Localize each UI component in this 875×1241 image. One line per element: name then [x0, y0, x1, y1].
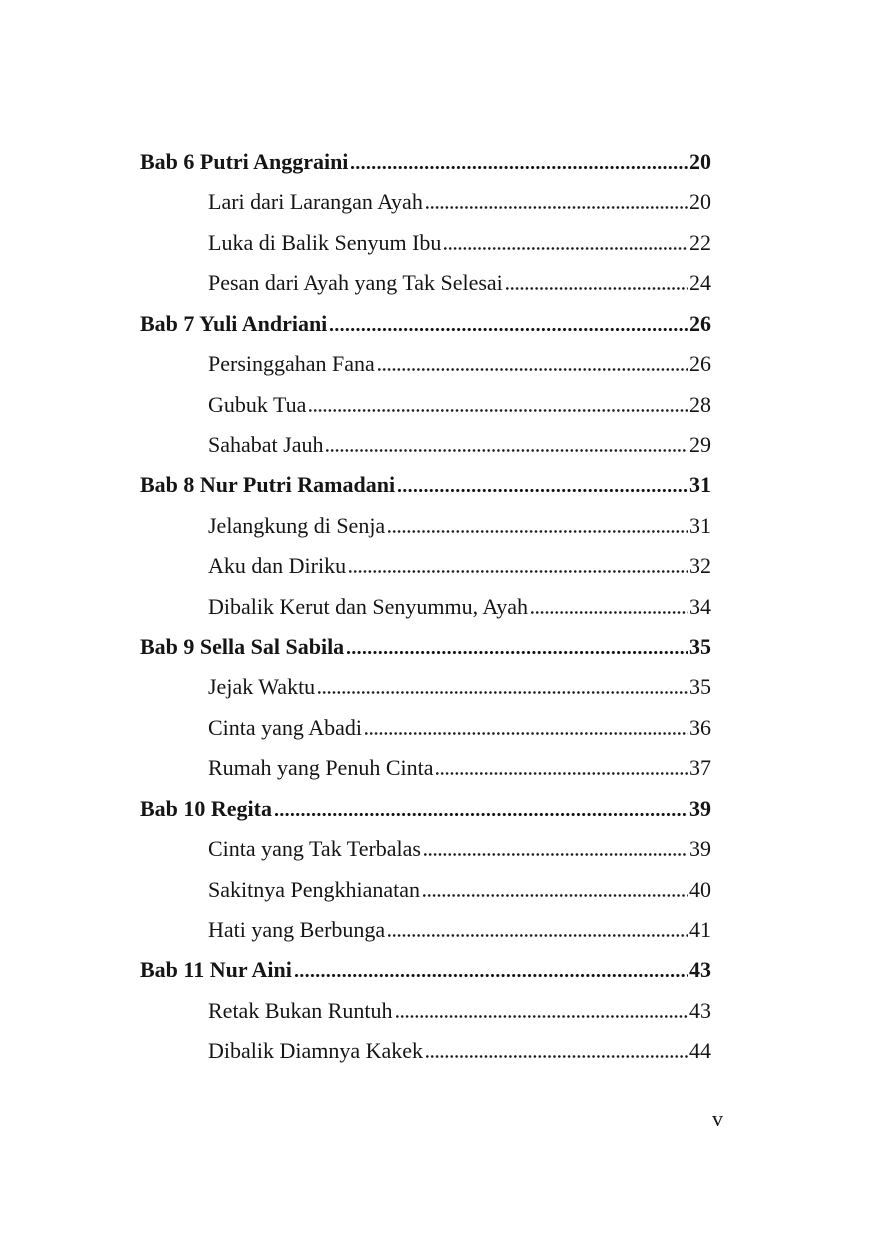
toc-entry-chapter [140, 627, 711, 667]
toc-entry-page-number: 20 [689, 149, 711, 174]
dot-leader [531, 611, 688, 614]
toc-entry-chapter [140, 465, 711, 505]
toc-entry-title: Bab 8 Nur Putri Ramadani [140, 472, 396, 498]
toc-entry-section [140, 223, 711, 263]
dot-leader [349, 570, 688, 573]
toc-entry-section [140, 870, 711, 910]
toc-entry-title: Bab 6 Putri Anggraini [140, 149, 349, 174]
toc-entry-chapter [140, 950, 711, 990]
toc-entry-title: Dibalik Kerut dan Senyummu, Ayah [208, 593, 528, 619]
toc-entry-section [140, 910, 711, 950]
toc-entry-section [140, 546, 711, 586]
toc-entry-page-number: 44 [689, 1038, 711, 1064]
dot-leader [424, 853, 688, 856]
dot-leader [326, 449, 688, 452]
toc-entry-title: Jelangkung di Senja [208, 512, 386, 538]
toc-entry-page-number: 39 [689, 836, 711, 862]
toc-list [140, 142, 711, 1072]
toc-entry-chapter [140, 304, 711, 344]
toc-entry-page-number: 29 [689, 431, 711, 457]
dot-leader [295, 974, 688, 977]
dot-leader [351, 166, 688, 169]
toc-entry-title: Lari dari Larangan Ayah [208, 189, 423, 215]
dot-leader [318, 691, 688, 694]
toc-entry-page-number: 24 [689, 270, 711, 296]
dot-leader [436, 772, 688, 775]
dot-leader [309, 409, 688, 412]
toc-entry-page-number: 34 [689, 593, 711, 619]
toc-entry-chapter [140, 789, 711, 829]
toc-entry-title: Bab 11 Nur Aini [140, 957, 292, 983]
toc-entry-section [140, 829, 711, 869]
toc-entry-section [140, 1031, 711, 1071]
toc-entry-title: Pesan dari Ayah yang Tak Selesai [208, 270, 503, 296]
toc-entry-section [140, 182, 711, 222]
dot-leader [275, 813, 688, 816]
toc-entry-title: Jejak Waktu [208, 674, 316, 700]
toc-entry-page-number: 35 [689, 674, 711, 700]
toc-entry-title: Cinta yang Tak Terbalas [208, 836, 421, 862]
dot-leader [396, 1015, 688, 1018]
toc-entry-page-number: 31 [689, 512, 711, 538]
toc-entry-title: Bab 10 Regita [140, 795, 272, 821]
toc-entry-section [140, 506, 711, 546]
toc-entry-title: Rumah yang Penuh Cinta [208, 755, 434, 781]
toc-entry-page-number: 41 [689, 917, 711, 943]
toc-entry-title: Sahabat Jauh [208, 431, 324, 457]
dot-leader [398, 489, 688, 492]
toc-entry-section [140, 708, 711, 748]
toc-entry-page-number: 36 [689, 714, 711, 740]
toc-entry-title: Sakitnya Pengkhianatan [208, 876, 421, 902]
toc-entry-section [140, 991, 711, 1031]
toc-entry-title: Gubuk Tua [208, 391, 307, 417]
toc-entry-page-number: 26 [689, 310, 711, 336]
toc-entry-page-number: 31 [689, 472, 711, 498]
toc-entry-page-number: 26 [689, 351, 711, 377]
toc-entry-title: Cinta yang Abadi [208, 714, 362, 740]
toc-entry-page-number: 32 [689, 553, 711, 579]
toc-entry-page-number: 37 [689, 755, 711, 781]
toc-entry-section [140, 748, 711, 788]
toc-entry-section [140, 667, 711, 707]
toc-entry-section [140, 587, 711, 627]
dot-leader [444, 247, 688, 250]
dot-leader [365, 732, 688, 735]
dot-leader [423, 894, 688, 897]
toc-entry-section [140, 425, 711, 465]
toc-entry-title: Hati yang Berbunga [208, 917, 386, 943]
page-number: v [712, 1106, 723, 1131]
dot-leader [330, 328, 688, 331]
dot-leader [388, 934, 688, 937]
dot-leader [347, 651, 688, 654]
toc-entry-title: Bab 7 Yuli Andriani [140, 310, 328, 336]
toc-entry-page-number: 40 [689, 876, 711, 902]
toc-entry-title: Retak Bukan Runtuh [208, 997, 393, 1023]
dot-leader [378, 368, 688, 371]
toc-entry-page-number: 39 [689, 795, 711, 821]
toc-entry-section [140, 263, 711, 303]
toc-entry-section [140, 385, 711, 425]
dot-leader [388, 530, 688, 533]
dot-leader [506, 287, 688, 290]
toc-entry-page-number: 43 [689, 997, 711, 1023]
toc-entry-title: Luka di Balik Senyum Ibu [208, 229, 442, 255]
toc-entry-page-number: 22 [689, 229, 711, 255]
toc-entry-page-number: 35 [689, 634, 711, 660]
toc-entry-chapter [140, 142, 711, 182]
toc-entry-page-number: 43 [689, 957, 711, 983]
dot-leader [426, 1055, 688, 1058]
toc-entry-title: Bab 9 Sella Sal Sabila [140, 634, 345, 660]
toc-entry-page-number: 28 [689, 391, 711, 417]
dot-leader [426, 206, 688, 209]
toc-entry-title: Persinggahan Fana [208, 351, 375, 377]
toc-entry-section [140, 344, 711, 384]
toc-entry-title: Dibalik Diamnya Kakek [208, 1038, 424, 1064]
toc-entry-title: Aku dan Diriku [208, 553, 347, 579]
toc-entry-page-number: 20 [689, 189, 711, 215]
